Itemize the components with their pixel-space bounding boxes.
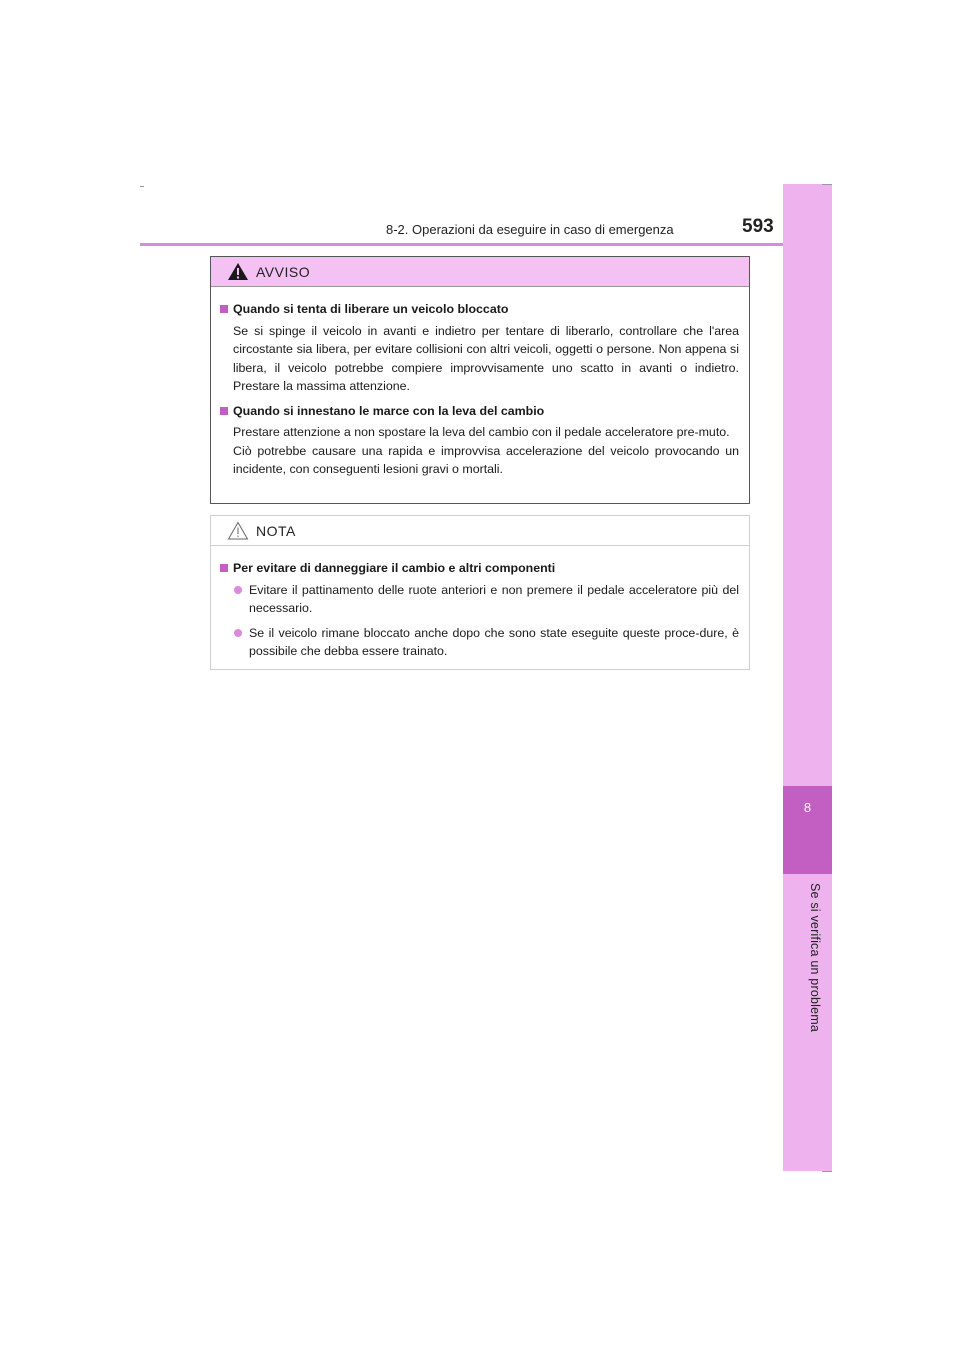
- warning-item-text: Se si spinge il veicolo in avanti e indietro per tentare di liberarlo, controllare che l'area circostante sia libera, per evitare collisioni con altri veicoli, oggetti o persone. Non appena si libera, il veicolo potrebbe compiere improvvisamente uno scatto in avanti o indietro. Prestare la massima attenzione.: [233, 323, 739, 393]
- warning-item-title: Quando si innestano le marce con la leva del cambio: [220, 402, 739, 421]
- note-bullet: Evitare il pattinamento delle ruote anteriori e non premere il pedale acceleratore più del necessario.: [220, 581, 739, 618]
- warning-box: [210, 256, 750, 504]
- warning-item-text-line: Ciò potrebbe causare una rapida e improvvisa accelerazione del veicolo provocando un incidente, con conseguenti lesioni gravi o mortali.: [233, 443, 739, 476]
- note-bullet: Se il veicolo rimane bloccato anche dopo che sono state eseguite queste proce-dure, è possibile che debba essere trainato.: [220, 624, 739, 661]
- page-number: 593: [742, 216, 774, 237]
- note-box: [210, 515, 750, 670]
- header-rule: [140, 243, 832, 246]
- warning-box-body: [211, 287, 749, 479]
- square-bullet-icon: [220, 305, 228, 313]
- warning-triangle-icon: [227, 262, 249, 281]
- section-title: 8-2. Operazioni da eseguire in caso di emergenza: [386, 222, 674, 237]
- warning-box-header: [211, 257, 749, 287]
- note-label: NOTA: [256, 523, 296, 539]
- round-bullet-icon: [234, 586, 242, 594]
- warning-item-text-line: Prestare attenzione a non spostare la leva del cambio con il pedale acceleratore pre-muto.: [233, 425, 730, 439]
- note-box-header: [211, 516, 749, 546]
- warning-item-title: Quando si tenta di liberare un veicolo bloccato: [220, 300, 739, 319]
- round-bullet-icon: [234, 629, 242, 637]
- chapter-label: Se si verifica un problema: [808, 883, 822, 1033]
- square-bullet-icon: [220, 407, 228, 415]
- chapter-number: 8: [803, 800, 812, 815]
- note-item-title: Per evitare di danneggiare il cambio e altri componenti: [220, 559, 739, 578]
- crop-mark: [140, 186, 144, 187]
- crop-mark: [822, 184, 832, 185]
- crop-mark: [822, 1171, 832, 1172]
- square-bullet-icon: [220, 564, 228, 572]
- caution-triangle-outline-icon: [227, 521, 249, 540]
- warning-label: AVVISO: [256, 264, 311, 280]
- warning-item-text: [220, 423, 739, 479]
- note-box-body: [211, 546, 749, 661]
